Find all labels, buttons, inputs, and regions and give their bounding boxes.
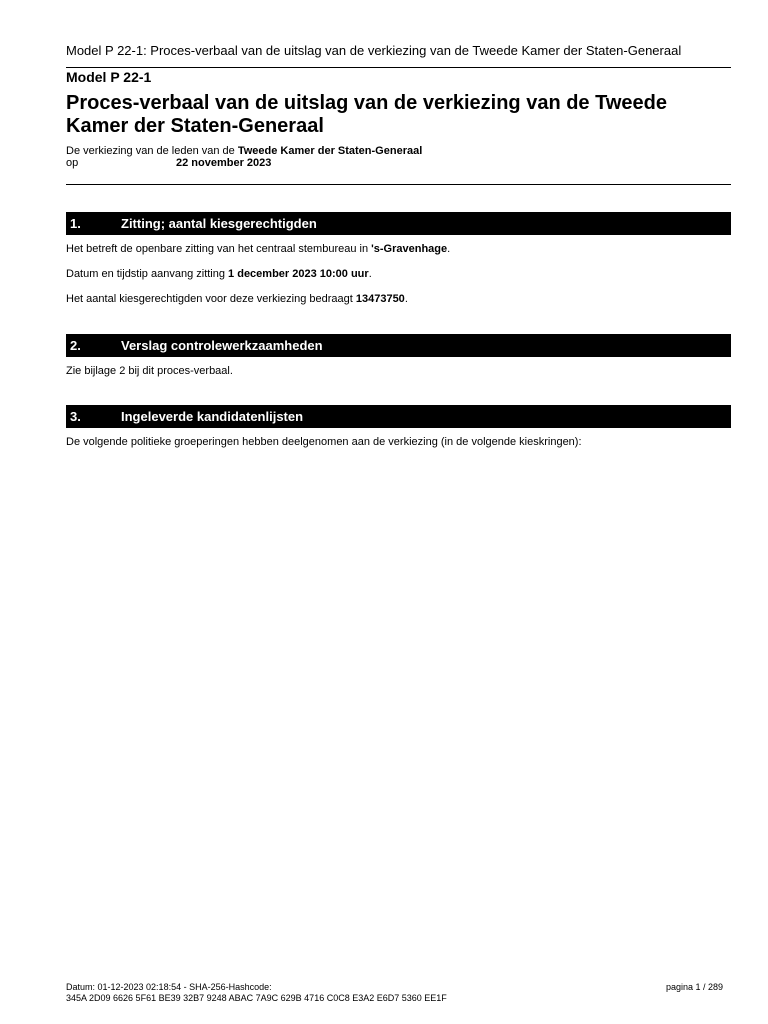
session-start-paragraph xyxy=(66,268,372,281)
footer-datum: Datum: 01-12-2023 02:18:54 - SHA-256-Hashcode: xyxy=(66,982,272,992)
page-indicator: pagina 1 / 289 xyxy=(665,982,723,992)
section-number: 2. xyxy=(70,338,81,353)
section-title: Verslag controlewerkzaamheden xyxy=(121,338,323,353)
election-date-line xyxy=(66,157,272,170)
header-divider xyxy=(66,67,731,68)
paragraph-end: . xyxy=(404,293,408,305)
control-report-paragraph: Zie bijlage 2 bij dit proces-verbaal. xyxy=(66,365,233,377)
section-title: Zitting; aantal kiesgerechtigden xyxy=(121,216,317,231)
session-location-paragraph xyxy=(66,243,450,256)
session-start-datetime: 1 december 2023 10:00 uur xyxy=(228,268,369,280)
paragraph-text: Het betreft de openbare zitting van het centraal stembureau in xyxy=(66,243,372,255)
paragraph-text: Datum en tijdstip aanvang zitting xyxy=(66,268,229,280)
section-3-heading xyxy=(66,405,731,428)
model-label: Model P 22-1 xyxy=(66,69,152,85)
footer-hashcode: 345A 2D09 6626 5F61 BE39 32B7 9248 ABAC 7A9C 629B 4716 C0C8 E3A2 E6D7 5360 EE1F xyxy=(66,993,447,1003)
election-prefix: De verkiezing van de leden van de xyxy=(66,145,238,157)
section-title: Ingeleverde kandidatenlijsten xyxy=(121,409,304,424)
paragraph-end: . xyxy=(368,268,372,280)
section-number: 3. xyxy=(70,409,81,424)
section-number: 1. xyxy=(70,216,81,231)
paragraph-end: . xyxy=(447,243,451,255)
section-2-heading xyxy=(66,334,731,357)
intro-divider xyxy=(66,184,731,185)
eligible-voters-count: 13473750 xyxy=(355,293,405,305)
document-title: Proces-verbaal van de uitslag van de verkiezing van de Tweede Kamer der Staten-Generaal xyxy=(66,92,667,137)
session-location: 's-Gravenhage xyxy=(371,243,448,255)
running-header: Model P 22-1: Proces-verbaal van de uitslag van de verkiezing van de Tweede Kamer der Staten-Generaal xyxy=(66,43,682,58)
election-body: Tweede Kamer der Staten-Generaal xyxy=(237,145,423,157)
document-page xyxy=(66,0,731,1024)
section-1-heading xyxy=(66,212,731,235)
eligible-voters-paragraph xyxy=(66,293,408,306)
candidate-lists-paragraph: De volgende politieke groeperingen hebben deelgenomen aan de verkiezing (in de volgende kieskringen): xyxy=(66,436,582,448)
footer-hash-info xyxy=(66,982,447,1004)
election-date-prefix: op xyxy=(66,157,79,169)
election-date: 22 november 2023 xyxy=(176,157,272,169)
paragraph-text: Het aantal kiesgerechtigden voor deze verkiezing bedraagt xyxy=(66,293,356,305)
